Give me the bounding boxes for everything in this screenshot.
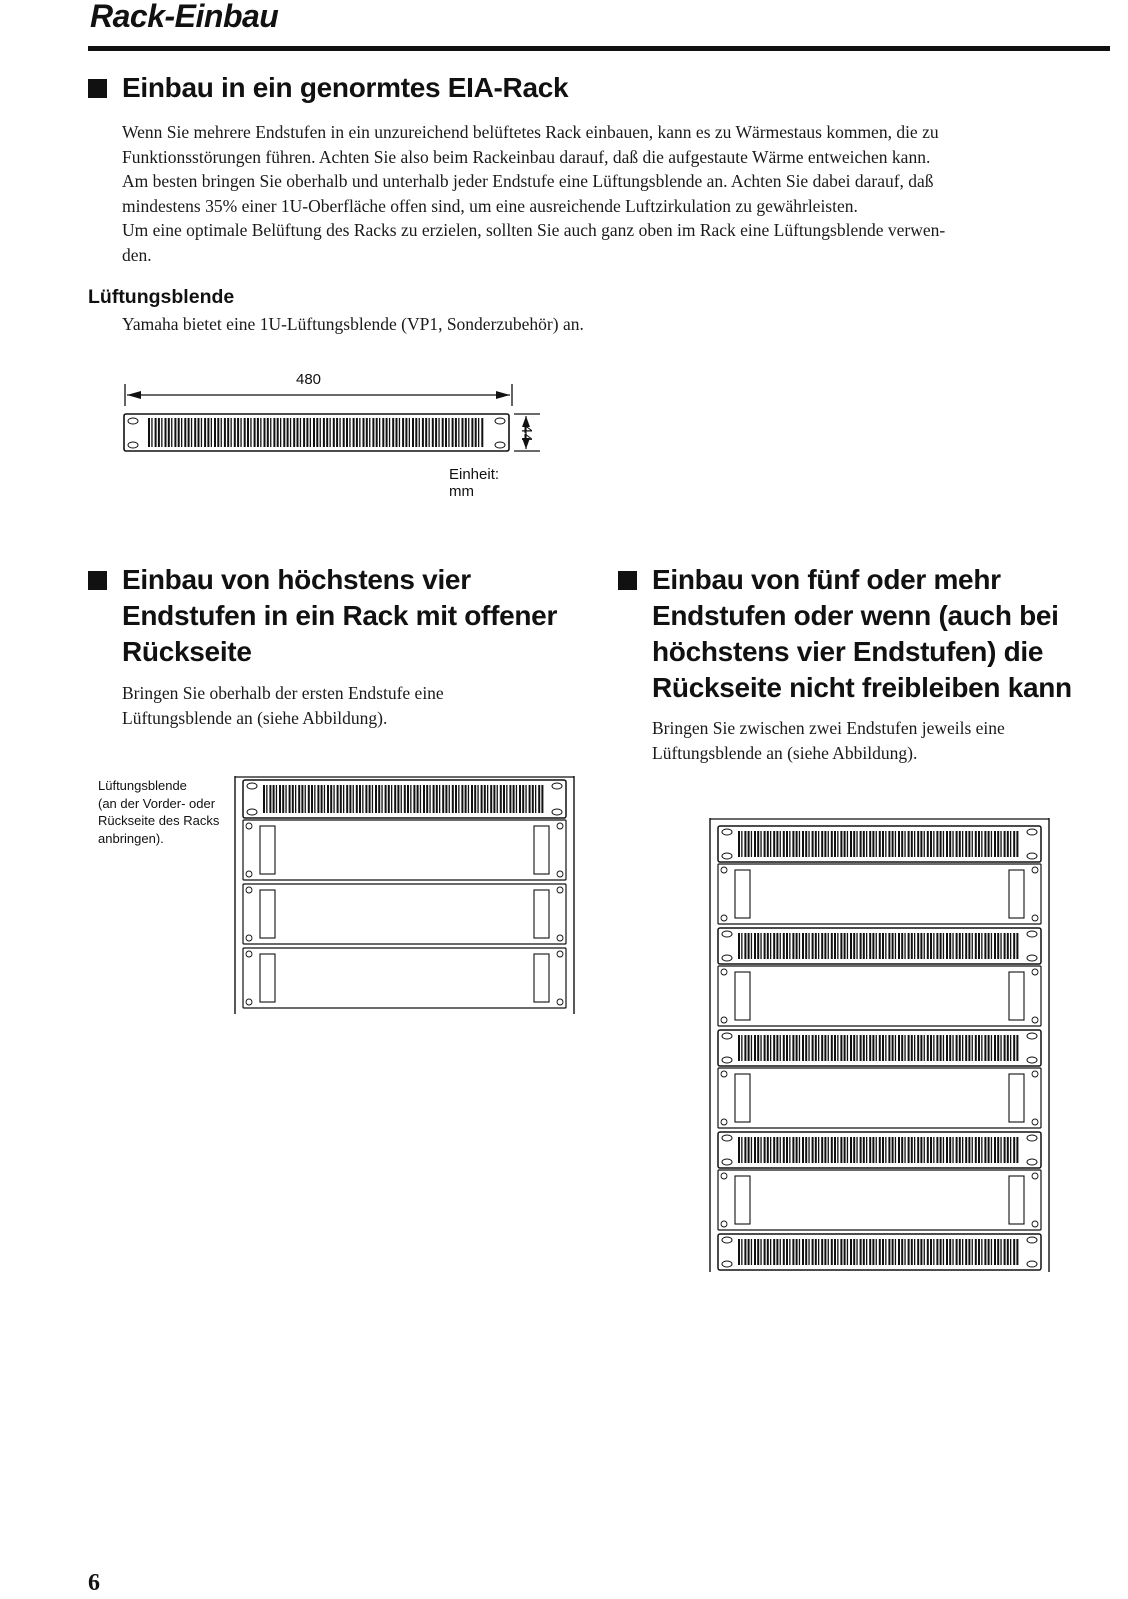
- amplifier-panel: [243, 948, 566, 1008]
- heading-line: Einbau von fünf oder mehr: [652, 564, 1001, 595]
- vent-panel: [243, 780, 566, 818]
- vent-panel: [718, 1234, 1041, 1270]
- heading-line: höchstens vier Endstufen) die: [652, 636, 1044, 667]
- amplifier-panel: [718, 966, 1041, 1026]
- paragraph-line: Bringen Sie zwischen zwei Endstufen jeweils eine: [652, 718, 1005, 738]
- subsection-heading: Lüftungsblende: [88, 286, 235, 308]
- vent-panel: [718, 826, 1041, 862]
- amplifier-panel: [243, 820, 566, 880]
- heading-line: Rückseite: [122, 636, 252, 667]
- page-title: Rack-Einbau: [90, 0, 279, 34]
- rack-open-back-figure: [233, 776, 578, 1016]
- section-five-or-more-paragraph: [652, 716, 1102, 765]
- figure-caption: [98, 777, 219, 847]
- heading-line: Endstufen oder wenn (auch bei: [652, 600, 1059, 631]
- heading-line: Einbau von höchstens vier: [122, 564, 471, 595]
- section-heading: Einbau in ein genormtes EIA-Rack: [122, 72, 569, 103]
- section-heading: [122, 562, 557, 670]
- paragraph-line: Am besten bringen Sie oberhalb und unterhalb jeder Endstufe eine Lüftungsblende an. Achten Sie dabei darauf, daß: [122, 171, 934, 192]
- paragraph-line: Wenn Sie mehrere Endstufen in ein unzureichend belüftetes Rack einbauen, kann es zu Wärmestaus kommen, die zu: [122, 122, 939, 142]
- unit-label: Einheit: mm: [449, 466, 500, 500]
- paragraph-line: Lüftungsblende an (siehe Abbildung).: [652, 742, 918, 763]
- amplifier-panel: [243, 884, 566, 944]
- width-dimension-label: 480: [296, 371, 322, 388]
- paragraph-line: Bringen Sie oberhalb der ersten Endstufe eine: [122, 683, 444, 703]
- amplifier-panel: [718, 1170, 1041, 1230]
- caption-line: Lüftungsblende: [98, 778, 187, 793]
- heading-bullet: [618, 571, 637, 590]
- vent-panel: [718, 928, 1041, 964]
- page-number: 6: [88, 1570, 100, 1596]
- heading-bullet: [88, 571, 107, 590]
- paragraph-line: den.: [122, 244, 152, 265]
- caption-line: (an der Vorder- oder: [98, 795, 216, 811]
- amplifier-panel: [718, 864, 1041, 924]
- section-heading: [652, 562, 1072, 706]
- paragraph-line: Um eine optimale Belüftung des Racks zu erzielen, sollten Sie auch ganz oben im Rack eine Lüftungsblende verwen-: [122, 220, 946, 241]
- heading-line: Endstufen in ein Rack mit offener: [122, 600, 558, 631]
- vent-panel-drawing: [0, 0, 1128, 520]
- heading-line: Rückseite nicht freibleiben kann: [652, 672, 1072, 703]
- rack-five-or-more-figure: [708, 818, 1053, 1273]
- subsection-text: Yamaha bietet eine 1U-Lüftungsblende (VP1, Sonderzubehör) an.: [122, 314, 584, 334]
- height-dimension-label: 44: [518, 425, 535, 442]
- paragraph-line: mindestens 35% einer 1U-Oberfläche offen sind, um eine ausreichende Luftzirkulation zu gewährleisten.: [122, 195, 858, 216]
- paragraph-line: Funktionsstörungen führen. Achten Sie also beim Rackeinbau darauf, daß die aufgestaute Wärme entweichen kann.: [122, 146, 931, 167]
- caption-line: anbringen).: [98, 830, 164, 846]
- section-open-back-paragraph: [122, 681, 572, 730]
- amplifier-panel: [718, 1068, 1041, 1128]
- vent-panel: [718, 1030, 1041, 1066]
- vent-panel: [718, 1132, 1041, 1168]
- caption-line: Rückseite des Racks: [98, 813, 220, 828]
- paragraph-line: Lüftungsblende an (siehe Abbildung).: [122, 707, 388, 728]
